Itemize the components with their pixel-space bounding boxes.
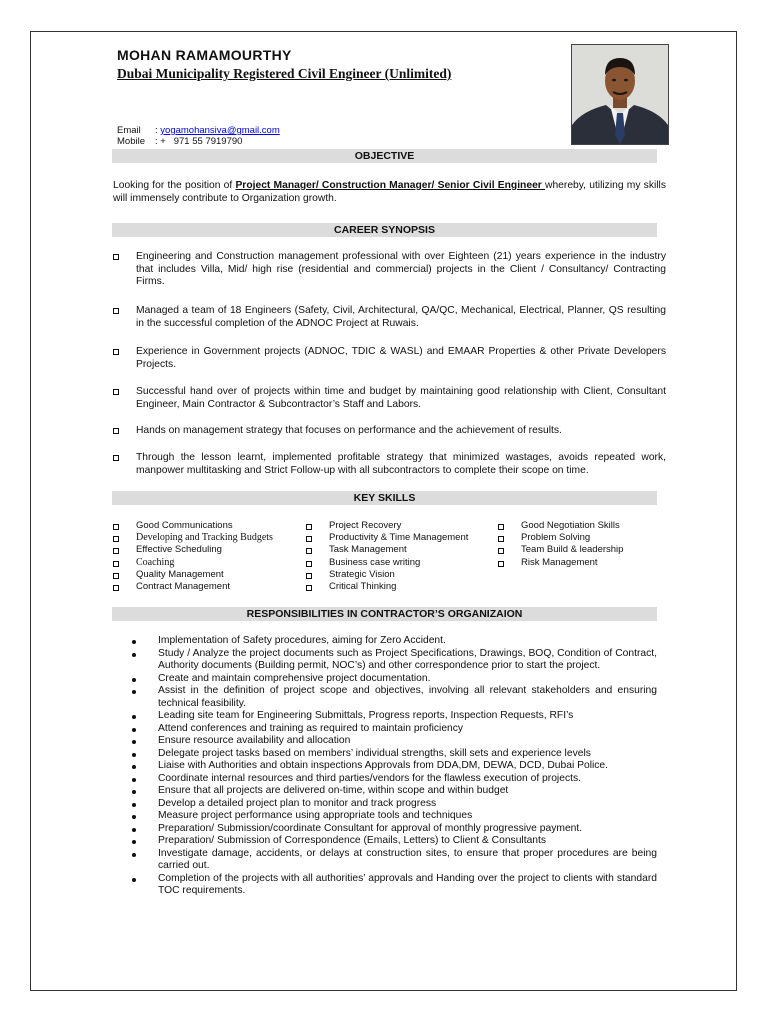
bullet-icon — [132, 640, 136, 644]
mobile-label: Mobile — [117, 136, 145, 147]
square-bullet-icon — [113, 389, 119, 395]
objective-text-start: Looking for the position of — [113, 180, 236, 191]
list-item: Coordinate internal resources and third parties/vendors for the flawless execution of projects. — [127, 773, 657, 786]
square-bullet-icon — [306, 536, 312, 542]
bullet-icon — [132, 815, 136, 819]
list-item: Create and maintain comprehensive project documentation. — [127, 673, 657, 686]
synopsis-item: Experience in Government projects (ADNOC, TDIC & WASL) and EMAAR Properties & other Private Developers Projects. — [113, 346, 666, 371]
square-bullet-icon — [113, 585, 119, 591]
bullet-icon — [132, 753, 136, 757]
list-item: Ensure that all projects are delivered on-time, within scope and within budget — [127, 785, 657, 798]
square-bullet-icon — [498, 548, 504, 554]
candidate-designation: Dubai Municipality Registered Civil Engineer (Unlimited) — [117, 66, 452, 81]
list-item: Implementation of Safety procedures, aiming for Zero Accident. — [127, 635, 657, 648]
synopsis-item: Through the lesson learnt, implemented profitable strategy that minimized wastages, avoids repeated work, manpower multitasking and Strict Follow-up with all subcontractors to complete their scope on time. — [113, 452, 666, 477]
list-item: Investigate damage, accidents, or delays at construction sites, to ensure that proper procedures are being carried out. — [127, 848, 657, 873]
objective-position: Project Manager/ Construction Manager/ Senior Civil Engineer — [235, 180, 546, 191]
square-bullet-icon — [306, 585, 312, 591]
square-bullet-icon — [113, 254, 119, 260]
synopsis-item: Hands on management strategy that focuses on performance and the achievement of results. — [113, 425, 666, 438]
list-item: Study / Analyze the project documents such as Project Specifications, Drawings, BOQ, Condition of Contract, Authority documents (Building permit, NOC’s) and other correspondence prior to start the project. — [127, 648, 657, 673]
list-item: Leading site team for Engineering Submittals, Progress reports, Inspection Requests, RFI’s — [127, 710, 657, 723]
list-item: Ensure resource availability and allocation — [127, 735, 657, 748]
square-bullet-icon — [113, 573, 119, 579]
person-portrait-icon — [572, 45, 668, 144]
bullet-icon — [132, 653, 136, 657]
list-item: Attend conferences and training as required to maintain proficiency — [127, 723, 657, 736]
profile-photo — [571, 44, 669, 145]
objective-text-end: whereby, utilizing my skills will immensely contribute to Organization growth. — [113, 180, 666, 204]
bullet-icon — [132, 728, 136, 732]
square-bullet-icon — [306, 573, 312, 579]
square-bullet-icon — [498, 561, 504, 567]
email-separator: : — [155, 125, 158, 136]
key-skills-heading: KEY SKILLS — [112, 491, 657, 505]
list-item: Completion of the projects with all authorities’ approvals and Handing over the project to clients with standard TOC requirements. — [127, 873, 657, 898]
synopsis-item: Managed a team of 18 Engineers (Safety, Civil, Architectural, QA/QC, Mechanical, Electrical, Planner, QS resulting in the successful completion of the ADNOC Project at Ruwais. — [113, 305, 666, 330]
email-link[interactable]: yogamohansiva@gmail.com — [160, 125, 280, 136]
bullet-icon — [132, 853, 136, 857]
bullet-icon — [132, 678, 136, 682]
list-item: Develop a detailed project plan to monitor and track progress — [127, 798, 657, 811]
candidate-name: MOHAN RAMAMOURTHY — [117, 47, 292, 63]
square-bullet-icon — [498, 536, 504, 542]
career-synopsis-heading: CAREER SYNOPSIS — [112, 223, 657, 237]
bullet-icon — [132, 690, 136, 694]
bullet-icon — [132, 740, 136, 744]
square-bullet-icon — [306, 561, 312, 567]
mobile-row — [117, 136, 280, 147]
list-item: Measure project performance using appropriate tools and techniques — [127, 810, 657, 823]
list-item: Assist in the definition of project scope and objectives, involving all relevant stakeholders and ensuring technical feasibility. — [127, 685, 657, 710]
bullet-icon — [132, 878, 136, 882]
synopsis-item: Successful hand over of projects within time and budget by maintaining good relationship with Client, Consultant Engineer, Main Contractor & Subcontractor’s Staff and Labors. — [113, 386, 666, 411]
list-item: Liaise with Authorities and obtain inspections Approvals from DDA,DM, DEWA, DCD, Dubai Police. — [127, 760, 657, 773]
synopsis-item: Engineering and Construction management professional with over Eighteen (21) years experience in the industry that includes Villa, Mid/ high rise (residential and commercial) projects in the Client / Consultancy/ Contracting Firms. — [113, 251, 666, 289]
square-bullet-icon — [113, 561, 119, 567]
square-bullet-icon — [113, 524, 119, 530]
list-item: Preparation/ Submission of Correspondence (Emails, Letters) to Client & Consultants — [127, 835, 657, 848]
square-bullet-icon — [113, 428, 119, 434]
square-bullet-icon — [113, 455, 119, 461]
square-bullet-icon — [113, 548, 119, 554]
email-label: Email — [117, 125, 141, 136]
bullet-icon — [132, 828, 136, 832]
bullet-icon — [132, 715, 136, 719]
resume-page: MOHAN RAMAMOURTHY Dubai Municipality Registered Civil Engineer (Unlimited) Email : yogamohansiva@gmail.com Mobile : + 971 55 7919790 OBJECTIVE Looking for the position of Project Manager/ Construction Manager/ Senior Civil Engineer whereby, utilizing my skills will immensely contribute to Organization growth. CAREER SYNOPSIS Engineering and Construction management professional with over Eighteen (21) years experience in the industry that includes Villa, Mid/ high rise (residential and commercial) projects in the Client / Consultancy/ Contracting Firms. Managed a team of 18 Engineers (Safety, Civil, Architectural, QA/QC, Mechanical, Electrical, Planner, QS resulting in the successful completion of the ADNOC Project at Ruwais. Experience in Government projects (ADNOC, TDIC & WASL) and EMAAR Properties & other Private Developers Projects. Successful hand over of projects within time and budget by maintaining good relationship with Client, Consultant Engineer, Main Contractor & Subcontractor’s Staff and Labors. Hands on management strategy that focuses on performance and the achievement of results. Through the lesson learnt, implemented profitable strategy that minimized wastages, avoids repeated work, manpower multitasking and Strict Follow-up with all subcontractors to complete their scope on time. KEY SKILLS Good Communications Developing and Tracking Budgets Effective Scheduling Coaching Quality Management Contract Management Project Recovery Productivity & Time Management Task Management Business case writing Strategic Vision Critical Thinking Good Negotiation Skills Problem Solving Team Build & leadership Risk Management RESPONSIBILITIES IN CONTRACTOR’S ORGANIZAION Implementation of Safety procedures, aiming for Zero Accident. Study / Analyze the project documents such as Project Specifications, Drawings, BOQ, Condition of Contract, Authority documents (Building permit, NOC’s) and other correspondence prior to start the project. Create and maintain comprehensive project documentation. Assist in the definition of project scope and objectives, involving all relevant stakeholders and ensuring technical feasibility. Leading site team for Engineering Submittals, Progress reports, Inspection Requests, RFI’s Attend conferences and training as required to maintain proficiency Ensure resource availability and allocation Delegate project tasks based on members’ individual strengths, skill sets and experience levels Liaise with Authorities and obtain inspections Approvals from DDA,DM, DEWA, DCD, Dubai Police. Coordinate internal resources and third parties/vendors for the flawless execution of projects. Ensure that all projects are delivered on-time, within scope and within budget Develop a detailed project plan to monitor and track progress Measure project performance using appropriate tools and techniques Preparation/ Submission/coordinate Consultant for approval of monthly progressive payment. Preparation/ Submission of Correspondence (Emails, Letters) to Client & Consultants Investigate damage, accidents, or delays at construction sites, to ensure that proper procedures are being carried out. Completion of the projects with all authorities’ approvals and Handing over the project to clients with standard TOC requirements. — [30, 31, 737, 991]
square-bullet-icon — [306, 524, 312, 530]
email-row — [117, 125, 280, 136]
list-item: Preparation/ Submission/coordinate Consultant for approval of monthly progressive payment. — [127, 823, 657, 836]
responsibilities-heading: RESPONSIBILITIES IN CONTRACTOR’S ORGANIZAION — [112, 607, 657, 621]
list-item: Delegate project tasks based on members’ individual strengths, skill sets and experience levels — [127, 748, 657, 761]
bullet-icon — [132, 765, 136, 769]
objective-heading: OBJECTIVE — [112, 149, 657, 163]
contact-block — [117, 125, 280, 147]
square-bullet-icon — [306, 548, 312, 554]
square-bullet-icon — [113, 536, 119, 542]
bullet-icon — [132, 790, 136, 794]
bullet-icon — [132, 778, 136, 782]
bullet-icon — [132, 840, 136, 844]
responsibilities-list — [127, 635, 657, 898]
bullet-icon — [132, 803, 136, 807]
mobile-number: : + 971 55 7919790 — [155, 136, 243, 147]
objective-text — [113, 180, 666, 205]
square-bullet-icon — [498, 524, 504, 530]
square-bullet-icon — [113, 349, 119, 355]
square-bullet-icon — [113, 308, 119, 314]
